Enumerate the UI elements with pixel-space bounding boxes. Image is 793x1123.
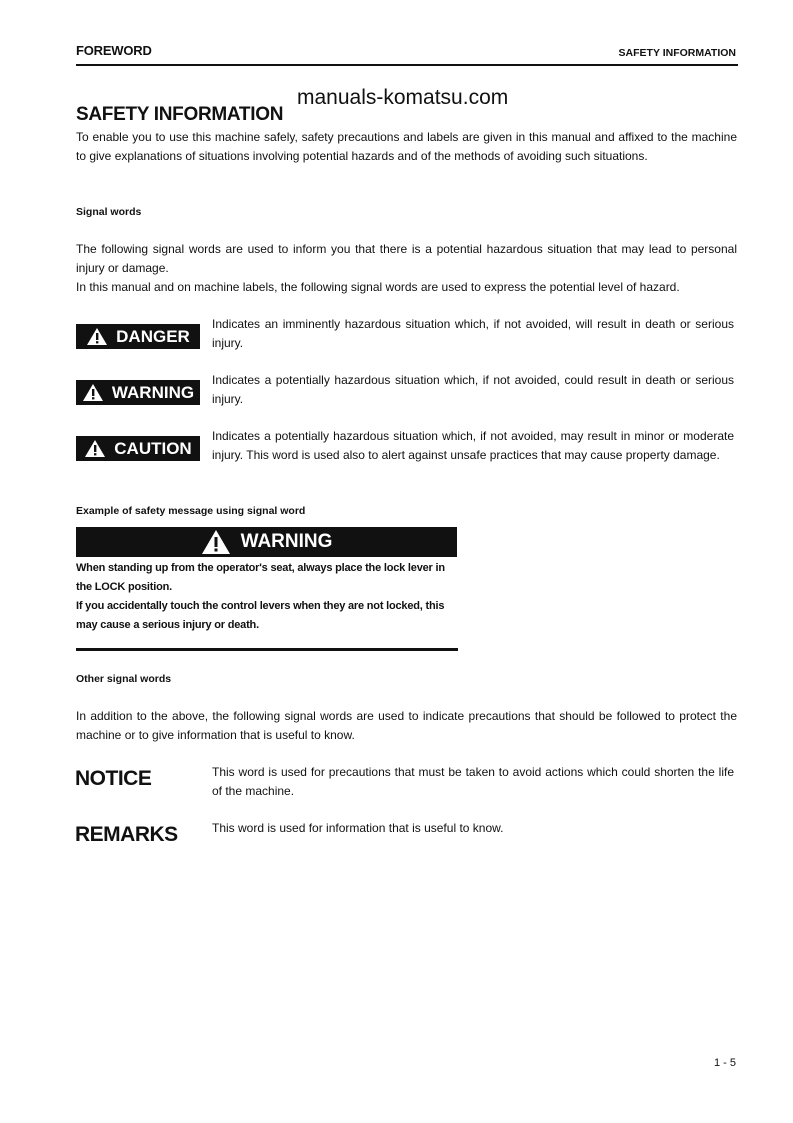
danger-badge bbox=[76, 324, 200, 349]
signal-words-para-1: The following signal words are used to inform you that there is a potential hazardous situation that may lead to personal injury or damage. bbox=[76, 242, 737, 275]
danger-label: DANGER bbox=[116, 326, 190, 346]
warning-badge bbox=[76, 380, 200, 405]
other-signal-words-para: In addition to the above, the following signal words are used to indicate precautions that should be followed to protect the machine or to give information that is useful to know. bbox=[76, 709, 737, 742]
notice-label: NOTICE bbox=[75, 767, 152, 790]
signal-words-heading: Signal words bbox=[76, 206, 142, 218]
signal-words-para-2: In this manual and on machine labels, the following signal words are used to express the potential level of hazard. bbox=[76, 280, 680, 294]
example-line-1: When standing up from the operator's seat, always place the lock lever in the LOCK position. bbox=[76, 562, 445, 593]
header-rule bbox=[76, 64, 738, 66]
warning-triangle-icon bbox=[201, 529, 231, 555]
example-heading: Example of safety message using signal word bbox=[76, 505, 306, 517]
example-message-text bbox=[76, 559, 457, 635]
caution-label: CAUTION bbox=[114, 438, 192, 458]
intro-paragraph: To enable you to use this machine safely, safety precautions and labels are given in this manual and affixed to the machine to give explanations of situations involving potential hazards and of the methods of avoiding such situations. bbox=[76, 130, 737, 163]
warning-triangle-icon bbox=[82, 383, 104, 402]
danger-description: Indicates an imminently hazardous situation which, if not avoided, will result in death or serious injury. bbox=[212, 317, 734, 350]
example-warning-bar bbox=[76, 527, 457, 557]
example-safety-message bbox=[76, 527, 457, 635]
page-title: SAFETY INFORMATION bbox=[76, 104, 284, 125]
warning-triangle-icon bbox=[84, 439, 106, 458]
warning-description: Indicates a potentially hazardous situation which, if not avoided, could result in death or serious injury. bbox=[212, 373, 734, 406]
other-signal-words-heading: Other signal words bbox=[76, 673, 172, 685]
example-bottom-rule bbox=[76, 648, 458, 651]
caution-badge bbox=[76, 436, 200, 461]
page-number: 1 - 5 bbox=[713, 1057, 736, 1069]
remarks-label: REMARKS bbox=[75, 823, 178, 846]
example-line-2: If you accidentally touch the control levers when they are not locked, this may cause a serious injury or death. bbox=[76, 600, 445, 631]
warning-label: WARNING bbox=[111, 382, 195, 402]
example-warning-label: WARNING bbox=[240, 531, 333, 552]
header-chapter-title: SAFETY INFORMATION bbox=[618, 47, 736, 59]
caution-description: Indicates a potentially hazardous situation which, if not avoided, may result in minor or moderate injury. This word is used also to alert against unsafe practices that may cause property damage. bbox=[212, 429, 734, 462]
remarks-description: This word is used for information that is useful to know. bbox=[212, 821, 504, 835]
notice-description: This word is used for precautions that must be taken to avoid actions which could shorten the life of the machine. bbox=[212, 765, 734, 798]
warning-triangle-icon bbox=[86, 327, 108, 346]
header-section-title: FOREWORD bbox=[76, 43, 152, 58]
watermark: manuals-komatsu.com bbox=[297, 86, 509, 109]
